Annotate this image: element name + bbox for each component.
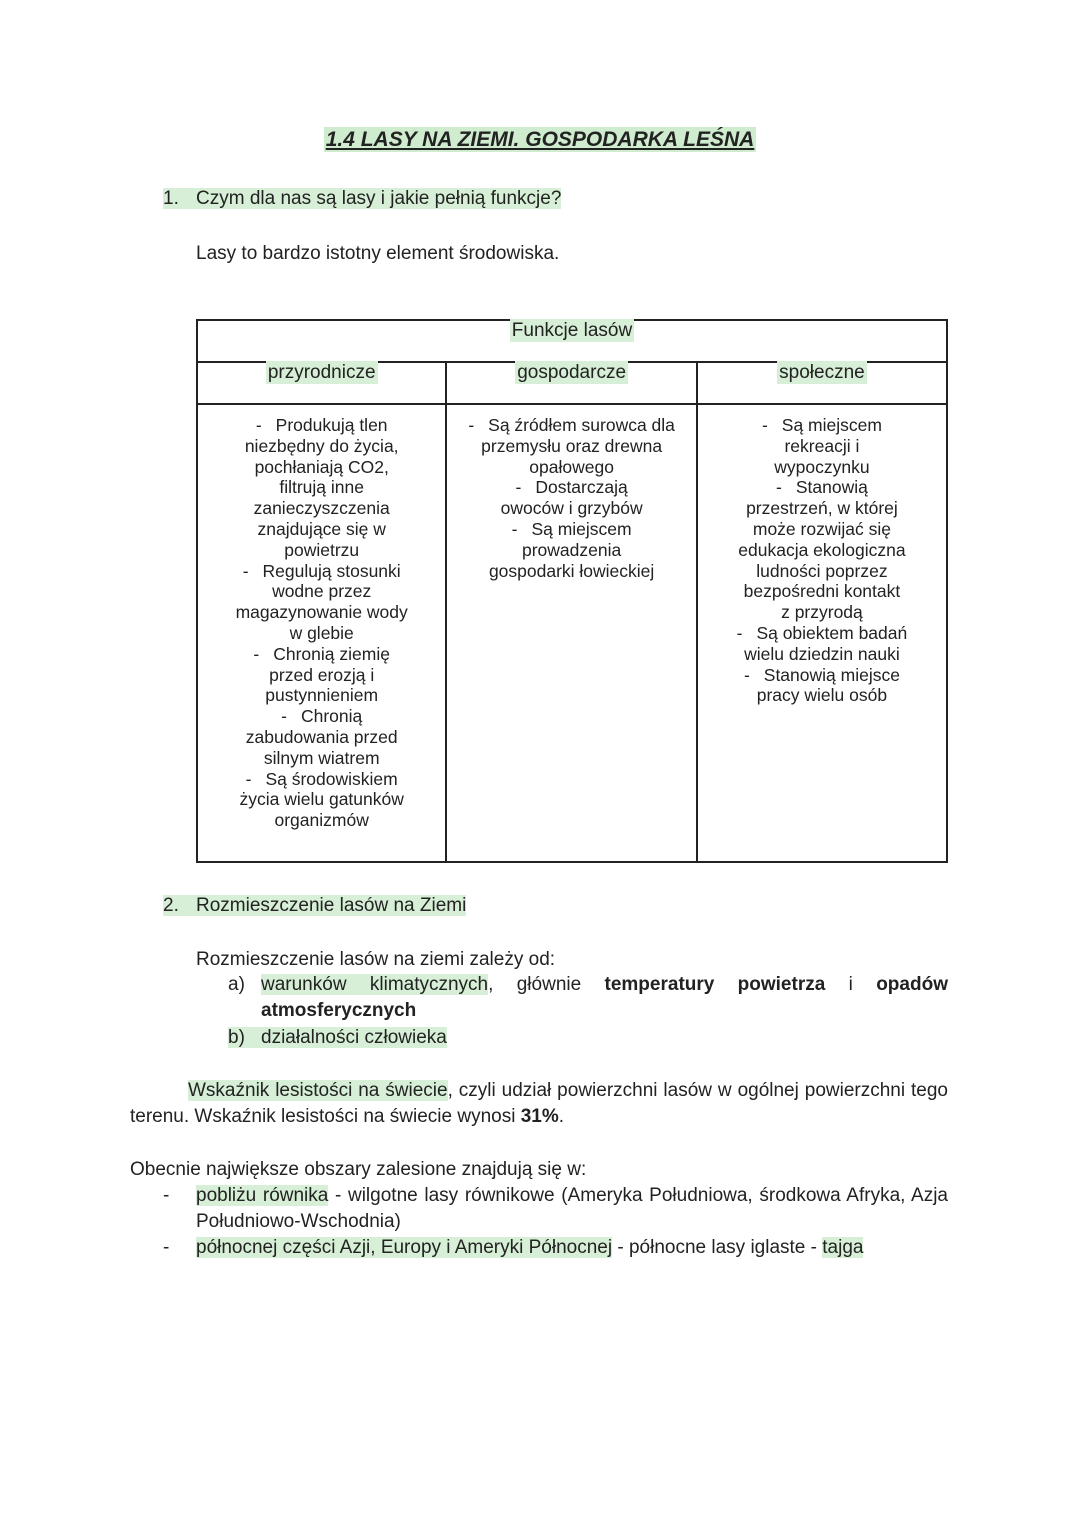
- subitem-b: b) działalności człowieka: [228, 1027, 447, 1048]
- list-item: - Dostarczają owoców i grzybów: [500, 477, 643, 519]
- list-item: - Chronią zabudowania przed silnym wiatrem: [245, 706, 398, 768]
- list-item: - Są miejscem prowadzenia gospodarki łowieckiej: [488, 518, 655, 581]
- list-item: - Chronią ziemię przed erozją i pustynnieniem: [253, 643, 390, 706]
- wskaznik-paragraph: Wskaźnik lesistości na świecie, czyli udział powierzchni lasów w ogólnej powierzchni tego terenu. Wskaźnik lesistości na świecie wynosi 31%.: [130, 1080, 948, 1127]
- page-title: 1.4 LASY NA ZIEMI. GOSPODARKA LEŚNA: [325, 128, 755, 151]
- list-item: - Stanowią miejsce pracy wielu osób: [743, 664, 900, 706]
- list-item: - Produkują tlen niezbędny do życia, pochłaniają CO2, filtrują inne zanieczyszczenia znajdujące się w powietrzu: [244, 415, 399, 560]
- section2-intro: Rozmieszczenie lasów na ziemi zależy od:: [196, 949, 556, 970]
- obecnie-paragraph: Obecnie największe obszary zalesione znajdują się w:: [130, 1159, 587, 1180]
- functions-table: [196, 319, 948, 863]
- list-item: - Regulują stosunki wodne przez magazynowanie wody w glebie: [235, 560, 408, 643]
- cell-spoleczne: [697, 404, 947, 862]
- table-header: Funkcje lasów: [197, 320, 947, 362]
- subitem-a: a) warunków klimatycznych, głównie temperatury powietrza i opadów atmosferycznych: [228, 974, 948, 1021]
- cell-gospodarcze: [446, 404, 697, 862]
- forest-areas-list: [130, 1183, 948, 1261]
- list-item: - pobliżu równika - wilgotne lasy równikowe (Ameryka Południowa, środkowa Afryka, Azja Południowo-Wschodnia): [163, 1185, 948, 1232]
- column-header-spoleczne: społeczne: [697, 362, 947, 404]
- section2-heading: 2. Rozmieszczenie lasów na Ziemi: [163, 895, 467, 916]
- column-header-przyrodnicze: przyrodnicze: [197, 362, 446, 404]
- list-item: - północnej części Azji, Europy i Ameryki Północnej - północne lasy iglaste - tajga: [163, 1237, 864, 1258]
- list-item: - Są obiektem badań wielu dziedzin nauki: [736, 622, 908, 664]
- section1-intro: Lasy to bardzo istotny element środowiska.: [196, 243, 560, 264]
- column-header-gospodarcze: gospodarcze: [446, 362, 697, 404]
- section1-heading: 1. Czym dla nas są lasy i jakie pełnią funkcje?: [163, 188, 562, 209]
- cell-przyrodnicze: [197, 404, 446, 862]
- list-item: - Stanowią przestrzeń, w której może rozwijać się edukacja ekologiczna ludności poprzez bezpośredni kontakt z przyrodą: [738, 477, 906, 623]
- list-item: - Są środowiskiem życia wielu gatunków organizmów: [239, 768, 404, 831]
- list-item: - Są źródłem surowca dla przemysłu oraz drewna opałowego: [468, 415, 675, 477]
- list-item: - Są miejscem rekreacji i wypoczynku: [761, 415, 882, 477]
